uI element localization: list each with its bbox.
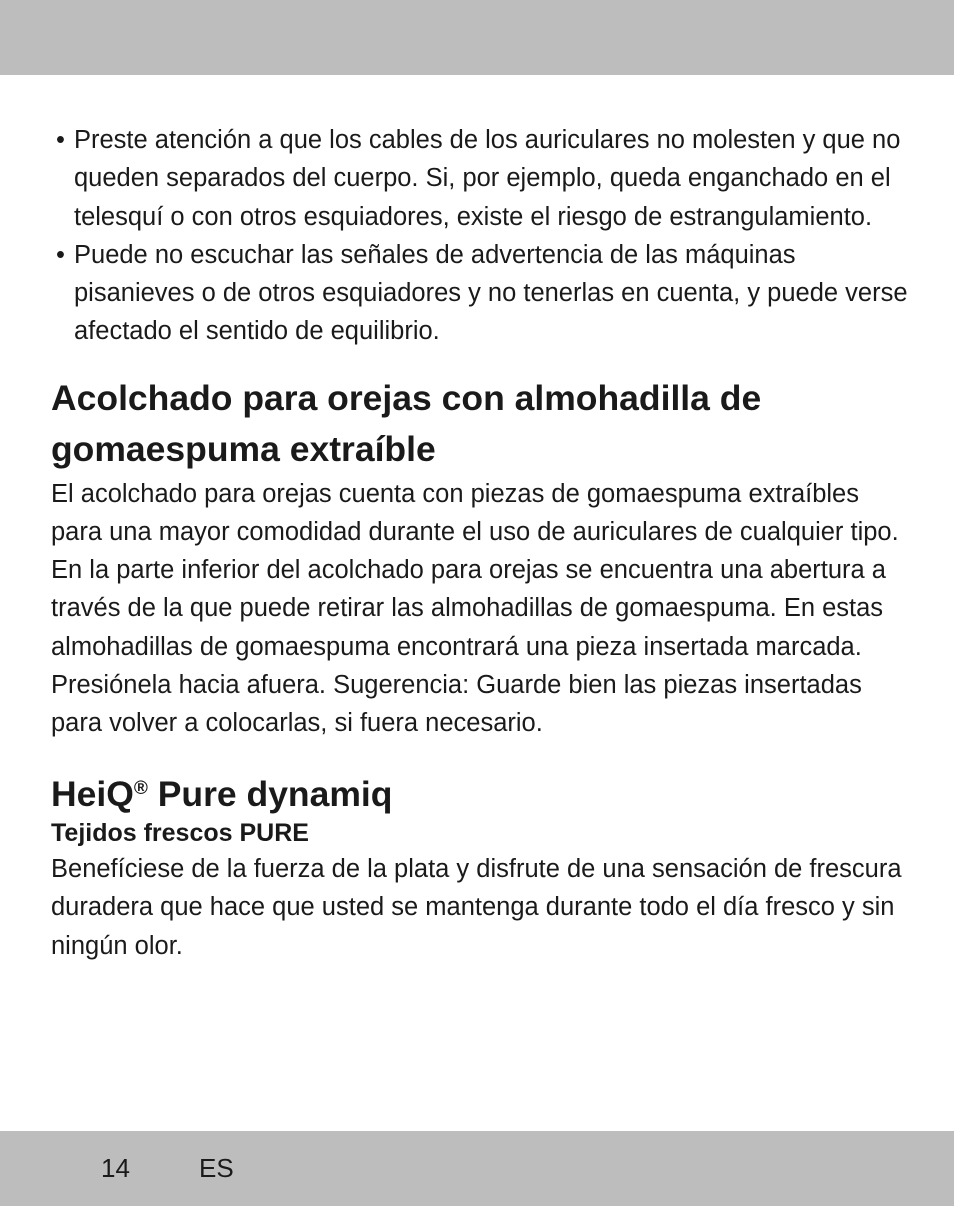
section-heading-heiq (51, 772, 911, 816)
page-number: 14 (101, 1153, 130, 1183)
section-body-heiq: Benefíciese de la fuerza de la plata y disfrute de una sensación de frescura duradera que hace que usted se mantenga durante todo el día fresco y sin ningún olor. (51, 855, 902, 960)
bullet-text: Preste atención a que los cables de los auriculares no molesten y que no queden separados del cuerpo. Si, por ejemplo, queda enganchado en el telesquí o con otros esquiadores, existe el riesgo de estrangulamiento. (74, 126, 901, 231)
footer-band (0, 1131, 954, 1206)
bullet-dot: • (56, 240, 65, 269)
header-band (0, 0, 954, 75)
language-code: ES (199, 1153, 234, 1183)
safety-bullet-list (51, 121, 911, 351)
section-body-ear-padding: El acolchado para orejas cuenta con piezas de gomaespuma extraíbles para una mayor comodidad durante el uso de auriculares de cualquier tipo. En la parte inferior del acolchado para orejas se encuentra una abertura a través de la que puede retirar las almohadillas de gomaespuma. En estas almohadillas de gomaespuma encontrará una pieza insertada marcada. Presiónela hacia afuera. Sugerencia: Guarde bien las piezas insertadas para volver a colocarlas, si fuera necesario. (51, 479, 899, 737)
bullet-dot: • (56, 126, 65, 154)
heading-heiq-main: HeiQ (51, 774, 134, 815)
bullet-item (51, 236, 914, 351)
section-heading-ear-padding: Acolchado para orejas con almohadilla de gomaespuma extraíble (51, 377, 762, 469)
heading-heiq-rest: Pure dynamiq (147, 774, 393, 815)
bullet-text: Puede no escuchar las señales de advertencia de las máquinas pisanieves o de otros esquiadores y no tenerlas en cuenta, y puede verse afectado el sentido de equilibrio. (74, 240, 908, 346)
registered-mark: ® (133, 778, 148, 800)
page-content (51, 121, 911, 965)
bullet-item (51, 121, 914, 236)
section-subheading-pure: Tejidos frescos PURE (51, 819, 309, 848)
